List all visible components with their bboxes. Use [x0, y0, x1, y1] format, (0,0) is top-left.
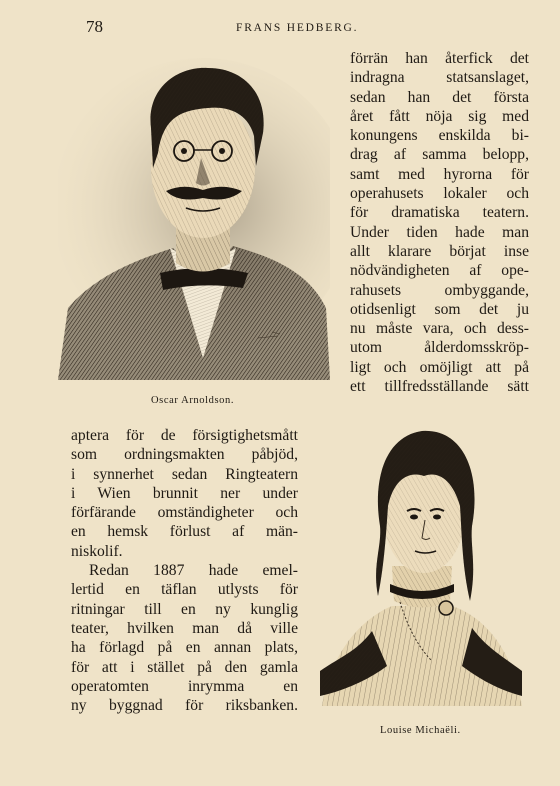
text-line: för att i stället på den gamla [71, 658, 298, 676]
portrait-louise-michaeli [312, 416, 530, 716]
text-line: otidsenligt som det ju [350, 300, 529, 318]
text-line: ha förlagd på en annan plats, [71, 639, 298, 657]
text-line: Redan 1887 hade emel- [89, 562, 298, 580]
text-line: nu måste vara, och dess- [350, 320, 529, 338]
text-line: allt klarare börjat inse [350, 242, 529, 260]
text-line: aptera för de försigtighetsmått [71, 427, 298, 444]
text-line: operahusets lokaler och [350, 185, 529, 203]
text-line: ett tillfredsställande sätt [350, 378, 529, 396]
portrait-caption-louise-michaeli: Louise Michaëli. [380, 725, 461, 736]
portrait-caption-oscar-arnoldson: Oscar Arnoldson. [151, 395, 235, 406]
text-line: utom ålderdomsskröp- [350, 339, 529, 357]
text-line: i Wien brunnit ner under [71, 484, 298, 502]
text-line: en hemsk förlust af män- [71, 523, 298, 541]
text-line: drag af samma belopp, [350, 146, 529, 164]
left-text-column [71, 426, 298, 715]
text-line: ny byggnad för riksbanken. [71, 697, 298, 715]
text-line: niskolif. [71, 542, 123, 560]
text-line: lertid en täflan utlysts för [71, 581, 298, 599]
text-line: förfärande omständigheter och [71, 504, 298, 522]
text-line: ligt och omöjligt att på [350, 358, 529, 376]
running-title: FRANS HEDBERG. [236, 22, 359, 34]
text-line: i synnerhet sedan Ringteatern [71, 465, 298, 483]
text-line: förrän han återfick det [350, 50, 529, 67]
text-line: rahusets ombyggande, [350, 281, 529, 299]
portrait-oscar-arnoldson [58, 58, 330, 380]
text-line: nödvändigheten af ope- [350, 262, 529, 280]
text-line: året fått nöja sig med [350, 107, 529, 125]
text-line: sedan han det första [350, 88, 529, 106]
text-line: operatomten inrymma en [71, 677, 298, 695]
text-line: ritningar till en ny kunglig [71, 600, 298, 618]
text-line: för dramatiska teatern. [350, 204, 529, 222]
text-line: som ordningsmakten påbjöd, [71, 446, 298, 464]
text-line: Under tiden hade man [350, 223, 529, 241]
text-line: indragna statsanslaget, [350, 69, 529, 87]
text-line: teater, hvilken man då ville [71, 619, 298, 637]
text-line: samt med hyrorna för [350, 165, 529, 183]
right-text-column [350, 49, 529, 396]
page-number: 78 [86, 17, 103, 36]
text-line: konungens enskilda bi- [350, 127, 529, 145]
